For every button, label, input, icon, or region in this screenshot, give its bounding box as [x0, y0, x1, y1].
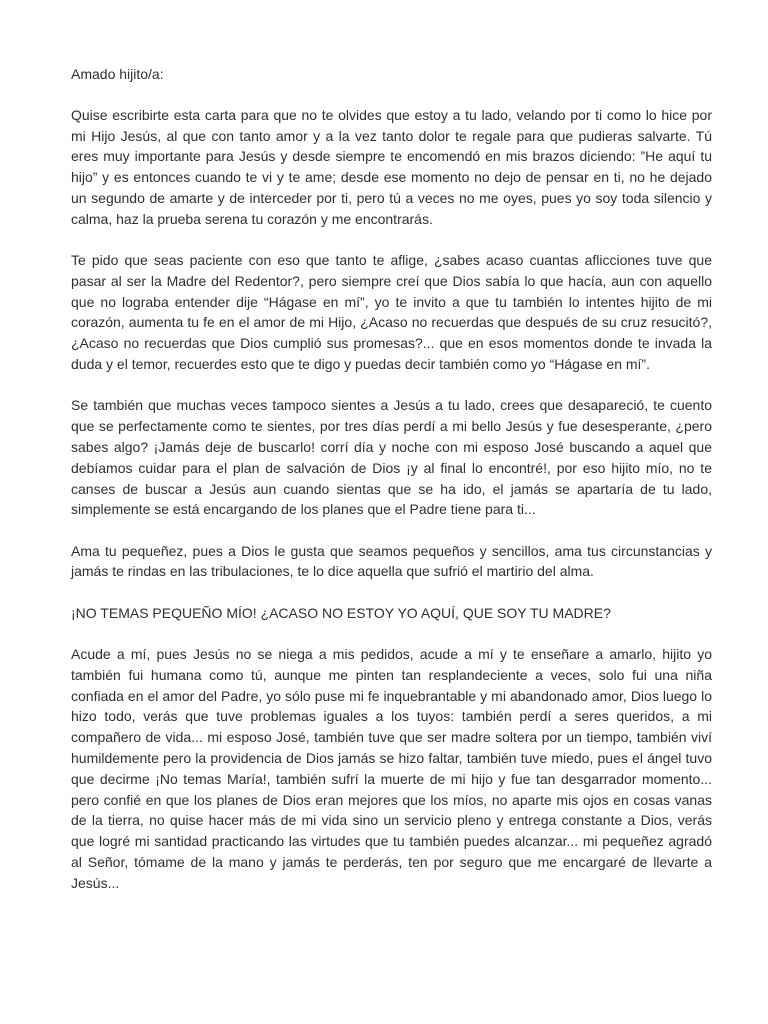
letter-paragraph-4: Ama tu pequeñez, pues a Dios le gusta que seamos pequeños y sencillos, ama tus circunstancias y jamás te rindas en las tribulaciones, te lo dice aquella que sufrió el martirio del alma. — [71, 542, 712, 580]
letter-paragraph-5: Acude a mí, pues Jesús no se niega a mis pedidos, acude a mí y te enseñare a amarlo, hijito yo también fui humana como tú, aunque me pinten tan resplandeciente a veces, solo fui una niña confiada en el amor del Padre, yo sólo puse mi fe inquebrantable y mi abandonado amor, Dios luego lo hizo todo, verás que tuve problemas iguales a los tuyos: también perdí a seres queridos, a mi compañero de vida... mi esposo José, también tuve que ser madre soltera por un tiempo, también viví humildemente pero la providencia de Dios jamás se hizo faltar, también tuve miedo, pues el ángel tuvo que decirme ¡No temas María!, también sufrí la muerte de mi hijo y fue tan desgarrador momento... pero confié en que los planes de Dios eran mejores que los míos, no aparte mis ojos en cosas vanas de la tierra, no quise hacer más de mi vida sino un servicio pleno y entrega constante a Dios, verás que logré mi santidad practicando las virtudes que tu también puedes alcanzar... mi pequeñez agradó al Señor, tómame de la mano y jamás te perderás, ten por seguro que me encargaré de llevarte a Jesús... — [71, 646, 712, 891]
letter-paragraph-2: Te pido que seas paciente con eso que tanto te aflige, ¿sabes acaso cuantas aflicciones tuve que pasar al ser la Madre del Redentor?, pero siempre creí que Dios sabía lo que hacía, aun con aquello que no lograba entender dije “Hágase en mí”, yo te invito a que tu también lo intentes hijito de mi corazón, aumenta tu fe en el amor de mi Hijo, ¿Acaso no recuerdas que después de su cruz resucitó?, ¿Acaso no recuerdas que Dios cumplió sus promesas?... que en esos momentos donde te invada la duda y el temor, recuerdes esto que te digo y puedas decir también como yo “Hágase en mí”. — [71, 252, 712, 373]
letter-paragraph-1: Quise escribirte esta carta para que no te olvides que estoy a tu lado, velando por ti como lo hice por mi Hijo Jesús, al que con tanto amor y a la vez tanto dolor te regale para que pudieras salvarte. Tú eres muy importante para Jesús y desde siempre te encomendó en mis brazos diciendo: ”He aquí tu hijo” y es entonces cuando te vi y te ame; desde ese momento no dejo de pensar en ti, no he dejado un segundo de amarte y de interceder por ti, pero tú a veces no me oyes, pues yo soy toda silencio y calma, haz la prueba serena tu corazón y me encontrarás. — [71, 106, 712, 227]
letter-document — [71, 64, 712, 894]
letter-heading-exclamation: ¡NO TEMAS PEQUEÑO MÍO! ¿ACASO NO ESTOY YO AQUÍ, QUE SOY TU MADRE? — [71, 604, 611, 621]
letter-greeting: Amado hijito/a: — [71, 66, 164, 82]
letter-paragraph-3: Se también que muchas veces tampoco sientes a Jesús a tu lado, crees que desapareció, te cuento que se perfectamente como te sientes, por tres días perdí a mi bello Jesús y fue desesperante, ¿pero sabes algo? ¡Jamás deje de buscarlo! corrí día y noche con mi esposo José buscando a aquel que debíamos cuidar para el plan de salvación de Dios ¡y al final lo encontré!, por eso hijito mío, no te canses de buscar a Jesús aun cuando sientas que se ha ido, el jamás se apartaría de tu lado, simplemente se está encargando de los planes que el Padre tiene para ti... — [71, 397, 712, 518]
